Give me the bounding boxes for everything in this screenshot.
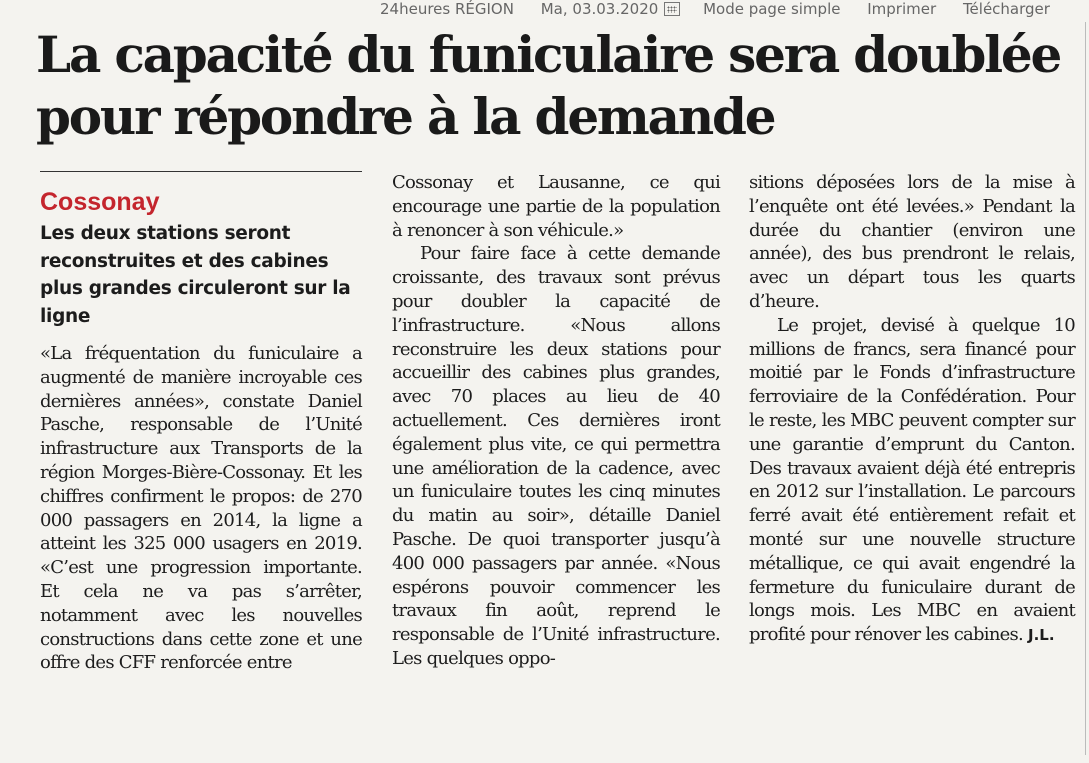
- download-link[interactable]: Télécharger: [962, 0, 1050, 18]
- paragraph: «La fréquentation du funiculaire a augmenté de manière incroyable ces dernières années», constate Daniel Pasche, responsable de l’Unité infrastructure aux Transports de la région Morges-Bière-Cossonay. Et les chiffres confirment le propos: de 270 000 passagers en 2014, la ligne a atteint les 325 000 usagers en 2019. «C’est une progression importante. Et cela ne va pas s’arrêter, notamment avec les nouvelles constructions dans cette zone et une offre des CFF renforcée entre: [40, 343, 362, 674]
- article-column-3: [749, 171, 1075, 648]
- date-label: Ma, 03.03.2020: [540, 0, 659, 18]
- paragraph: Pour faire face à cette demande croissante, des travaux sont prévus pour doubler la capacité de l’infrastructure. «Nous allons reconstruire les deux stations pour accueillir des cabines plus grandes, avec 70 places au lieu de 40 actuellement. Ces dernières iront également plus vite, ce qui permettra une amélioration de la cadence, avec un funiculaire toutes les cinq minutes du matin au soir», détaille Daniel Pasche. De quoi transporter jusqu’à 400 000 passagers par année. «Nous espérons pouvoir commencer les travaux fin août, reprend le responsable de l’Unité infrastructure. Les quelques oppo-: [392, 243, 720, 669]
- rubric-rule: [40, 171, 362, 172]
- rubric: Cossonay: [40, 188, 160, 216]
- paragraph: Cossonay et Lausanne, ce qui encourage une partie de la population à renoncer à son véhicule.»: [392, 172, 720, 241]
- toolbar: [0, 0, 1089, 22]
- calendar-icon[interactable]: [664, 2, 680, 16]
- lead-text: Les deux stations seront reconstruites et des cabines plus grandes circuleront sur la ligne: [40, 223, 351, 327]
- simple-mode-link[interactable]: Mode page simple: [703, 0, 841, 18]
- article-column-2: [392, 171, 720, 671]
- column-rule: [1085, 22, 1086, 755]
- section-label: 24heures RÉGION: [380, 0, 514, 18]
- paragraph-text: Le projet, devisé à quelque 10 millions de francs, sera financé pour moitié par le Fonds d’infrastructure ferroviaire de la Confédération. Pour le reste, les MBC peuvent compter sur une garantie d’emprunt du Canton. Des travaux avaient déjà été entrepris en 2012 sur l’installation. Le parcours ferré avait été entièrement refait et monté sur une nouvelle structure métallique, ce qui avait engendré la fermeture du funiculaire durant de longs mois. Les MBC en avaient profité pour rénover les cabines.: [749, 314, 1075, 646]
- headline: La capacité du funiculaire sera doublée pour répondre à la demande: [36, 25, 1061, 146]
- paragraph: sitions déposées lors de la mise à l’enquête ont été levées.» Pendant la durée du chantier (environ une année), des bus prendront le relais, avec un départ tous les quarts d’heure.: [749, 172, 1075, 312]
- author-signature: J.L.: [1028, 626, 1055, 645]
- article-column-1: [40, 171, 362, 675]
- print-link[interactable]: Imprimer: [867, 0, 937, 18]
- paragraph: [749, 314, 1075, 648]
